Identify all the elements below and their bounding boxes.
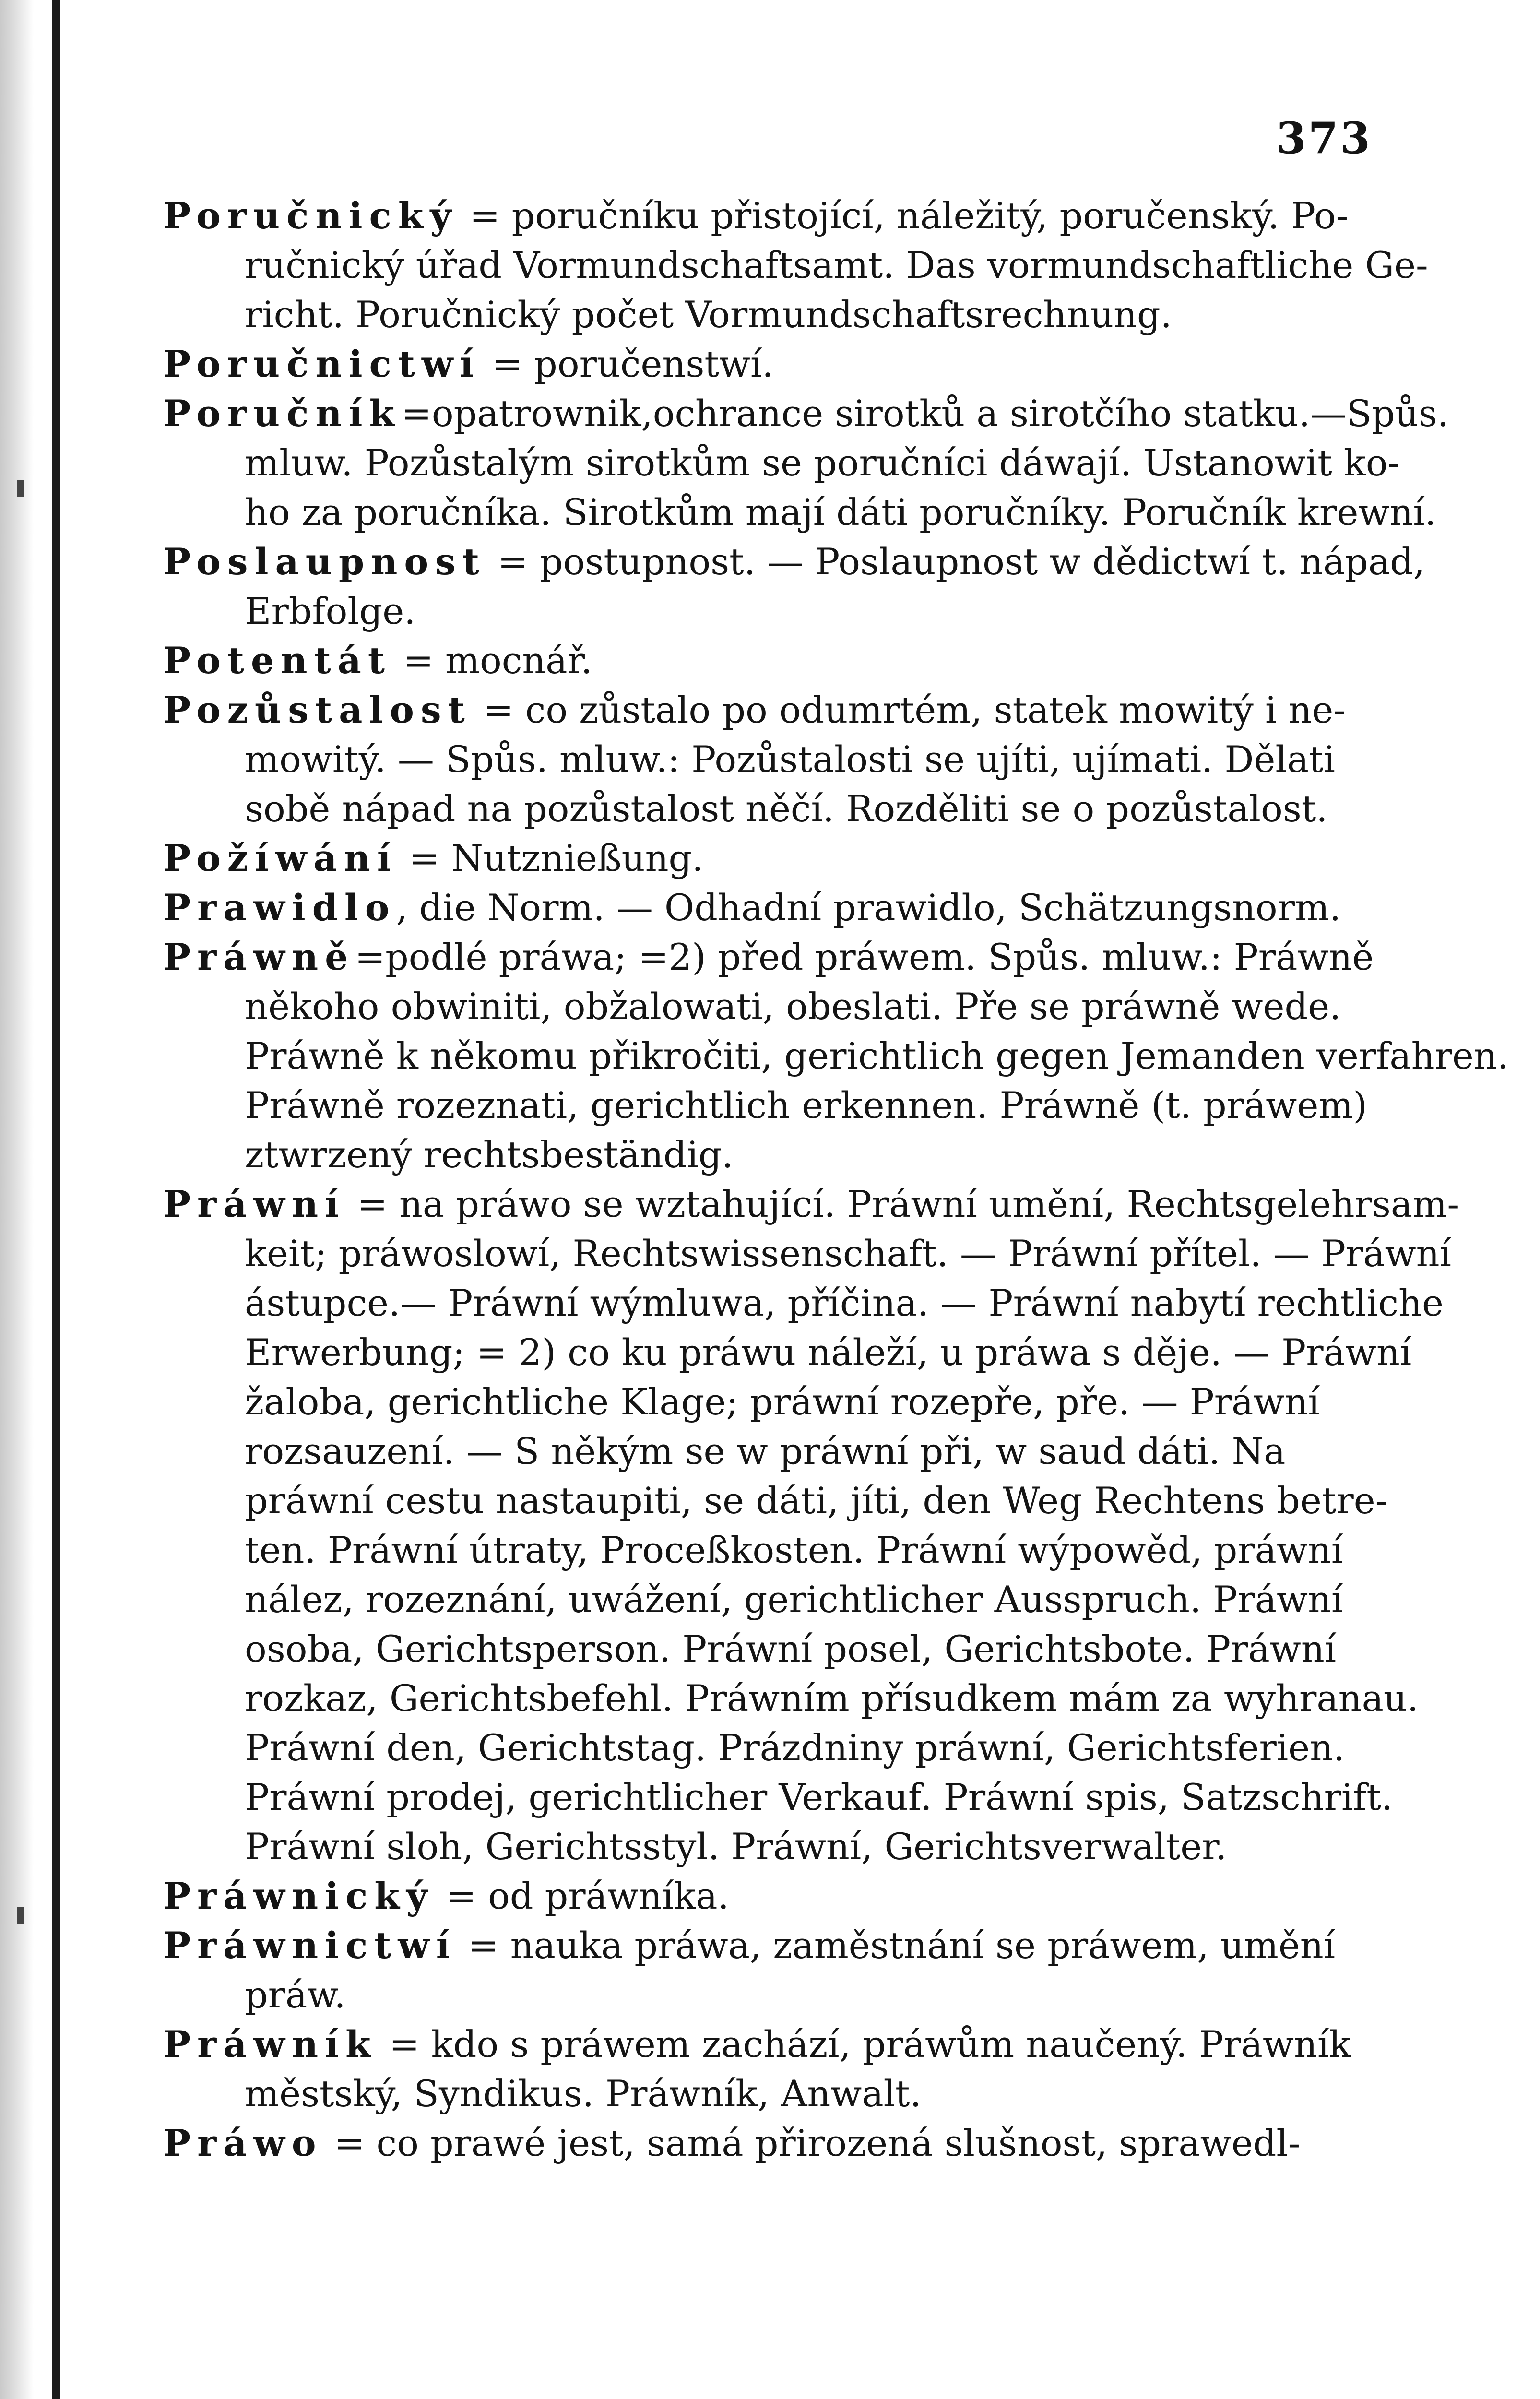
entry-line: ztwrzený rechtsbeständig.	[245, 1133, 734, 1176]
entry-line: Erwerbung; = 2) co ku práwu náleží, u práwa s děje. — Práwní	[245, 1331, 1412, 1374]
entry-line: nález, rozeznání, uwážení, gerichtlicher Ausspruch. Práwní	[245, 1578, 1343, 1621]
entry-line: rozkaz, Gerichtsbefehl. Práwním přísudkem mám za wyhranau.	[245, 1677, 1419, 1720]
entry-porucnik	[163, 389, 1449, 537]
entry-porucnicky	[163, 191, 1428, 339]
entry-line: Práwní sloh, Gerichtsstyl. Práwní, Gerichtsverwalter.	[245, 1825, 1227, 1868]
headword: Práwní	[163, 1183, 345, 1225]
edge-mark	[17, 1907, 24, 1924]
entry-line: práwní cestu nastaupiti, se dáti, jíti, den Weg Rechtens betre-	[245, 1479, 1388, 1522]
entry-porucnictwi	[163, 339, 1358, 389]
entry-line: mowitý. — Spůs. mluw.: Pozůstalosti se ujíti, ujímati. Dělati	[245, 738, 1335, 781]
headword: Poručník	[163, 392, 402, 435]
headword: Potentát	[163, 639, 391, 682]
dictionary-entries	[163, 191, 1509, 2168]
entry-line: Erbfolge.	[245, 590, 416, 632]
headword: Poručnický	[163, 194, 458, 237]
page-edge-shadow	[0, 0, 34, 2399]
entry-line: žaloba, gerichtliche Klage; práwní rozepře, pře. — Práwní	[245, 1380, 1320, 1423]
entry-line: osoba, Gerichtsperson. Práwní posel, Gerichtsbote. Práwní	[245, 1627, 1337, 1670]
entry-prawnictwi	[163, 1921, 1358, 2019]
entry-potentat	[163, 636, 1358, 685]
headword: Práwnický	[163, 1875, 435, 1917]
entry-text: , die Norm. — Odhadní prawidlo, Schätzungsnorm.	[396, 886, 1341, 929]
entry-text: =opatrownik,ochrance sirotků a sirotčího statku.—Spůs.	[401, 392, 1449, 435]
entry-line: někoho obwiniti, obžalowati, obeslati. Pře se práwně wede.	[245, 985, 1341, 1028]
entry-line: práw.	[245, 1973, 346, 2016]
headword: Pozůstalost	[163, 689, 472, 731]
entry-text: = Nutznießung.	[397, 837, 704, 879]
headword: Poručnictwí	[163, 343, 481, 385]
entry-text: = postupnost. — Poslaupnost w dědictwí t. nápad,	[486, 540, 1425, 583]
entry-text: = co prawé jest, samá přirozená slušnost, sprawedl-	[322, 2122, 1301, 2164]
entry-line: městský, Syndikus. Práwník, Anwalt.	[245, 2072, 922, 2115]
entry-text: = mocnář.	[391, 639, 592, 682]
edge-mark	[17, 480, 24, 497]
headword: Práwník	[163, 2023, 378, 2066]
entry-text: = poručníku přistojící, náležitý, poručenský. Po-	[458, 194, 1349, 237]
entry-text: = od práwníka.	[434, 1875, 729, 1917]
entry-line: Práwní prodej, gerichtlicher Verkauf. Práwní spis, Satzschrift.	[245, 1776, 1393, 1818]
entry-prawnik	[163, 2019, 1358, 2118]
entry-poslaupnost	[163, 537, 1425, 636]
entry-prawni	[163, 1179, 1459, 1871]
page-number: 373	[1276, 113, 1372, 164]
entry-prawnicky	[163, 1871, 1358, 1921]
entry-line: ten. Práwní útraty, Proceßkosten. Práwní wýpowěd, práwní	[245, 1529, 1343, 1571]
headword: Práwo	[163, 2122, 323, 2164]
headword: Práwnictwí	[163, 1924, 457, 1967]
entry-line: Práwně k někomu přikročiti, gerichtlich gegen Jemanden verfahren.	[245, 1034, 1509, 1077]
entry-line: ručnický úřad Vormundschaftsamt. Das vormundschaftliche Ge-	[245, 244, 1428, 286]
entry-prawo	[163, 2118, 1358, 2168]
entry-text: = na práwo se wztahující. Práwní umění, Rechtsgelehrsam-	[345, 1183, 1459, 1225]
headword: Prawidlo	[163, 886, 396, 929]
binding-edge	[52, 0, 60, 2399]
entry-prawne	[163, 932, 1509, 1179]
entry-line: mluw. Pozůstalým sirotkům se poručníci dáwají. Ustanowit ko-	[245, 441, 1400, 484]
entry-poziwani	[163, 833, 1358, 883]
entry-line: keit; práwoslowí, Rechtswissenschaft. — Práwní přítel. — Práwní	[245, 1232, 1451, 1275]
entry-line: Práwní den, Gerichtstag. Prázdniny práwní, Gerichtsferien.	[245, 1726, 1345, 1769]
entry-text: = co zůstalo po odumrtém, statek mowitý i ne-	[471, 689, 1346, 731]
entry-line: ástupce.— Práwní wýmluwa, příčina. — Práwní nabytí rechtliche	[245, 1282, 1444, 1324]
entry-line: rozsauzení. — S někým se w práwní při, w saud dáti. Na	[245, 1430, 1286, 1473]
entry-line: ho za poručníka. Sirotkům mají dáti poručníky. Poručník krewní.	[245, 491, 1436, 534]
entry-text: = poručenstwí.	[480, 343, 774, 385]
entry-text: = kdo s práwem zachází, práwům naučený. Práwník	[377, 2023, 1351, 2066]
entry-line: richt. Poručnický počet Vormundschaftsrechnung.	[245, 293, 1172, 336]
entry-prawidlo	[163, 883, 1358, 932]
headword: Požíwání	[163, 837, 398, 879]
entry-line: sobě nápad na pozůstalost něčí. Rozděliti se o pozůstalost.	[245, 787, 1328, 830]
headword: Poslaupnost	[163, 540, 486, 583]
headword: Práwně	[163, 936, 355, 978]
entry-pozustalost	[163, 685, 1358, 833]
entry-text: =podlé práwa; =2) před práwem. Spůs. mluw.: Práwně	[355, 936, 1374, 978]
entry-line: Práwně rozeznati, gerichtlich erkennen. Práwně (t. práwem)	[245, 1084, 1368, 1127]
entry-text: = nauka práwa, zaměstnání se práwem, umění	[456, 1924, 1336, 1967]
